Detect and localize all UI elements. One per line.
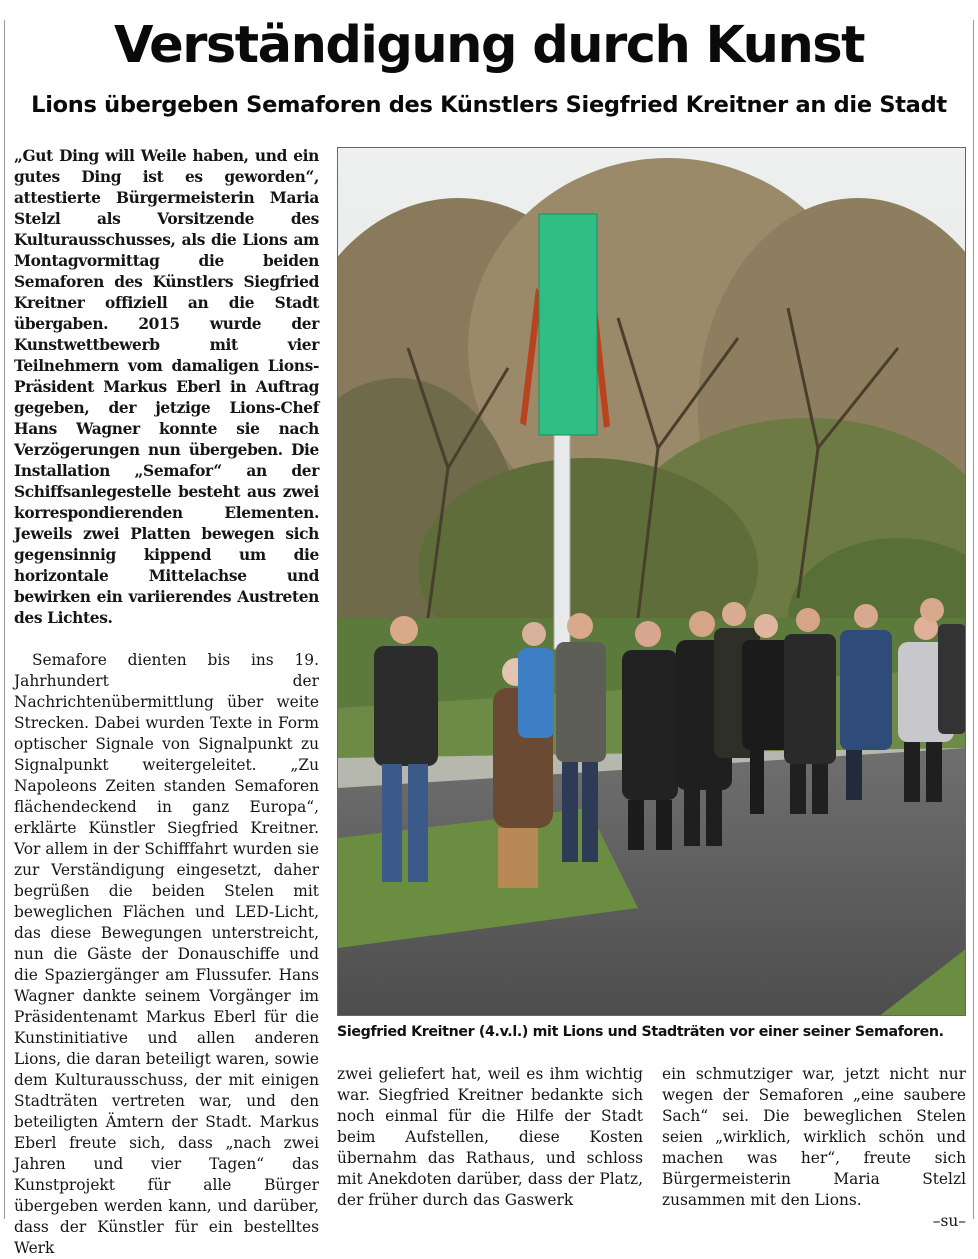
photo-caption: Siegfried Kreitner (4.v.l.) mit Lions und Stadträten vor einer seiner Semaforen. — [337, 1024, 944, 1040]
article-body-column-1: Semafore dienten bis ins 19. Jahrhundert der Nachrichtenübermittlung über weite Strecken. Dabei wurden Texte in Form optischer Signale von Signalpunkt zu Signalpunkt weitergeleitet. „Zu Napoleons Zeiten standen Semaforen flächendeckend in ganz Europa“, erklärte Künstler Siegfried Kreitner. Vor allem in der Schifffahrt wurden sie zur Verständigung eingesetzt, daher begrüßen die beiden Stelen mit beweglichen Flächen und LED-Licht, das diese Bewegungen unterstreicht, nun die Gäste der Donauschiffe und die Spaziergänger am Flussufer. Hans Wagner dankte seinem Vorgänger im Präsidentenamt Markus Eberl für die Kunstinitiative und allen anderen Lions, die daran beteiligt waren, sowie dem Kulturausschuss, der mit einigen Stadträten vertreten war, und den beteiligten Ämtern der Stadt. Markus Eberl freute sich, dass „nach zwei Jahren und vier Tagen“ das Kunstprojekt für alle Bürger übergeben werden kann, und darüber, dass der Künstler für ein bestelltes Werk — [14, 651, 319, 1257]
text-column-1 — [14, 146, 319, 1259]
column-rule-right — [973, 20, 974, 1219]
text-column-2 — [337, 1064, 643, 1211]
photo-illustration — [338, 148, 966, 1016]
article-lead: „Gut Ding will Weile haben, und ein gutes Ding ist es geworden“, attestierte Bürgermeisterin Maria Stelzl als Vorsitzende des Kulturausschusses, als die Lions am Montagvormittag die beiden Semaforen des Künstlers Siegfried Kreitner offiziell an die Stadt übergaben. 2015 wurde der Kunstwettbewerb mit vier Teilnehmern vom damaligen Lions-Präsident Markus Eberl in Auftrag gegeben, der jetzige Lions-Chef Hans Wagner konnte sie nach Verzögerungen nun übergeben. Die Installation „Semafor“ an der Schiffsanlegestelle besteht aus zwei korrespondierenden Elementen. Jeweils zwei Platten bewegen sich gegensinnig kippend um die horizontale Mittelachse und bewirken ein variierendes Austreten des Lichtes. — [14, 147, 319, 627]
article-headline: Verständigung durch Kunst — [114, 16, 864, 75]
article-body-column-2: zwei geliefert hat, weil es ihm wichtig war. Siegfried Kreitner bedankte sich noch einmal für die Hilfe der Stadt beim Aufstellen, diese Kosten übernahm das Rathaus, und schloss mit Anekdoten darüber, dass der Platz, der früher durch das Gaswerk — [337, 1065, 643, 1209]
semafor-pole — [554, 434, 570, 649]
article-subheadline: Lions übergeben Semaforen des Künstlers Siegfried Kreitner an die Stadt — [31, 92, 947, 118]
text-column-3 — [662, 1064, 966, 1232]
column-rule-left — [4, 20, 5, 1219]
article-photo — [337, 147, 966, 1016]
author-signoff: –su– — [932, 1212, 966, 1230]
semafor-green-panel — [539, 214, 597, 435]
article-body-column-3: ein schmutziger war, jetzt nicht nur wegen der Semaforen „eine saubere Sach“ sei. Die beweglichen Stelen seien „wirklich, wirklich schön und machen was her“, freute sich Bürgermeisterin Maria Stelzl zusammen mit den Lions. — [662, 1065, 966, 1209]
